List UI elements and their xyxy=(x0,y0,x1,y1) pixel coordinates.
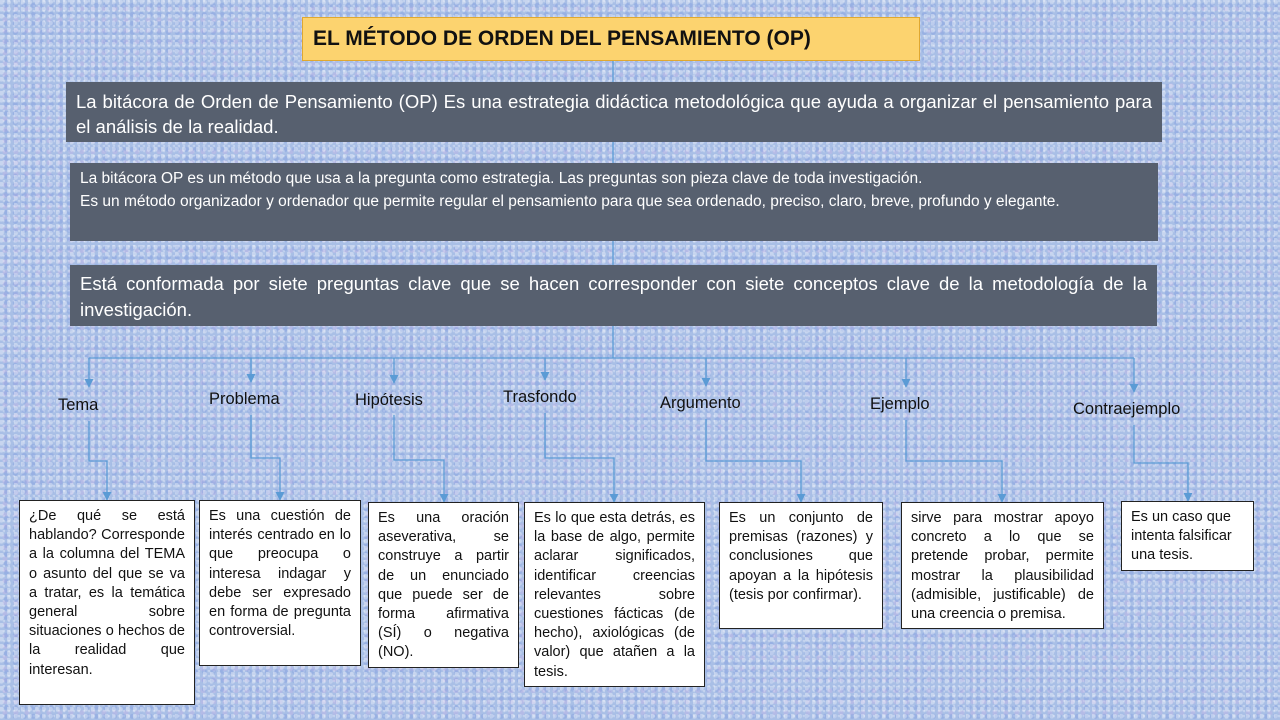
intro-method-box xyxy=(70,163,1158,241)
definition-contraejemplo: Es un caso que intenta falsificar una tesis. xyxy=(1121,501,1254,571)
intro-structure-box: Está conformada por siete preguntas clave que se hacen corresponder con siete conceptos clave de la metodología de la investigación. xyxy=(70,265,1157,326)
method-line-2: Es un método organizador y ordenador que permite regular el pensamiento para que sea ordenado, preciso, claro, breve, profundo y elegante. xyxy=(80,192,1060,210)
definition-ejemplo: sirve para mostrar apoyo concreto a lo que se pretende probar, permite mostrar la plausibilidad (admisible, justificable) de una creencia o premisa. xyxy=(901,502,1104,629)
definition-problema: Es una cuestión de interés centrado en lo que preocupa o interesa indagar y debe ser expresado en forma de pregunta controversial. xyxy=(199,500,361,666)
definition-trasfondo: Es lo que esta detrás, es la base de algo, permite aclarar significados, identificar creencias relevantes sobre cuestiones fácticas (de hecho), axiológicas (de valor) que atañen a la tesis. xyxy=(524,502,705,687)
concept-contraejemplo: Contraejemplo xyxy=(1073,400,1181,418)
definition-argumento: Es un conjunto de premisas (razones) y conclusiones que apoyan a la hipótesis (tesis por confirmar). xyxy=(719,502,883,629)
concept-tema: Tema xyxy=(58,396,99,414)
method-line-1: La bitácora OP es un método que usa a la pregunta como estrategia. Las preguntas son pieza clave de toda investigación. xyxy=(80,170,923,187)
concept-problema: Problema xyxy=(209,390,280,408)
concept-argumento: Argumento xyxy=(660,394,741,412)
concept-hipotesis: Hipótesis xyxy=(355,391,423,409)
definition-tema: ¿De qué se está hablando? Corresponde a la columna del TEMA o asunto del que se va a tratar, es la temática general sobre situaciones o hechos de la realidad que interesan. xyxy=(19,500,195,705)
concept-trasfondo: Trasfondo xyxy=(503,388,577,406)
intro-definition-box: La bitácora de Orden de Pensamiento (OP) Es una estrategia didáctica metodológica que ayuda a organizar el pensamiento para el análisis de la realidad. xyxy=(66,82,1162,142)
concept-ejemplo: Ejemplo xyxy=(870,395,930,413)
page-title: EL MÉTODO DE ORDEN DEL PENSAMIENTO (OP) xyxy=(302,17,920,61)
definition-hipotesis: Es una oración aseverativa, se construye a partir de un enunciado que puede ser de forma afirmativa (SÍ) o negativa (NO). xyxy=(368,502,519,668)
